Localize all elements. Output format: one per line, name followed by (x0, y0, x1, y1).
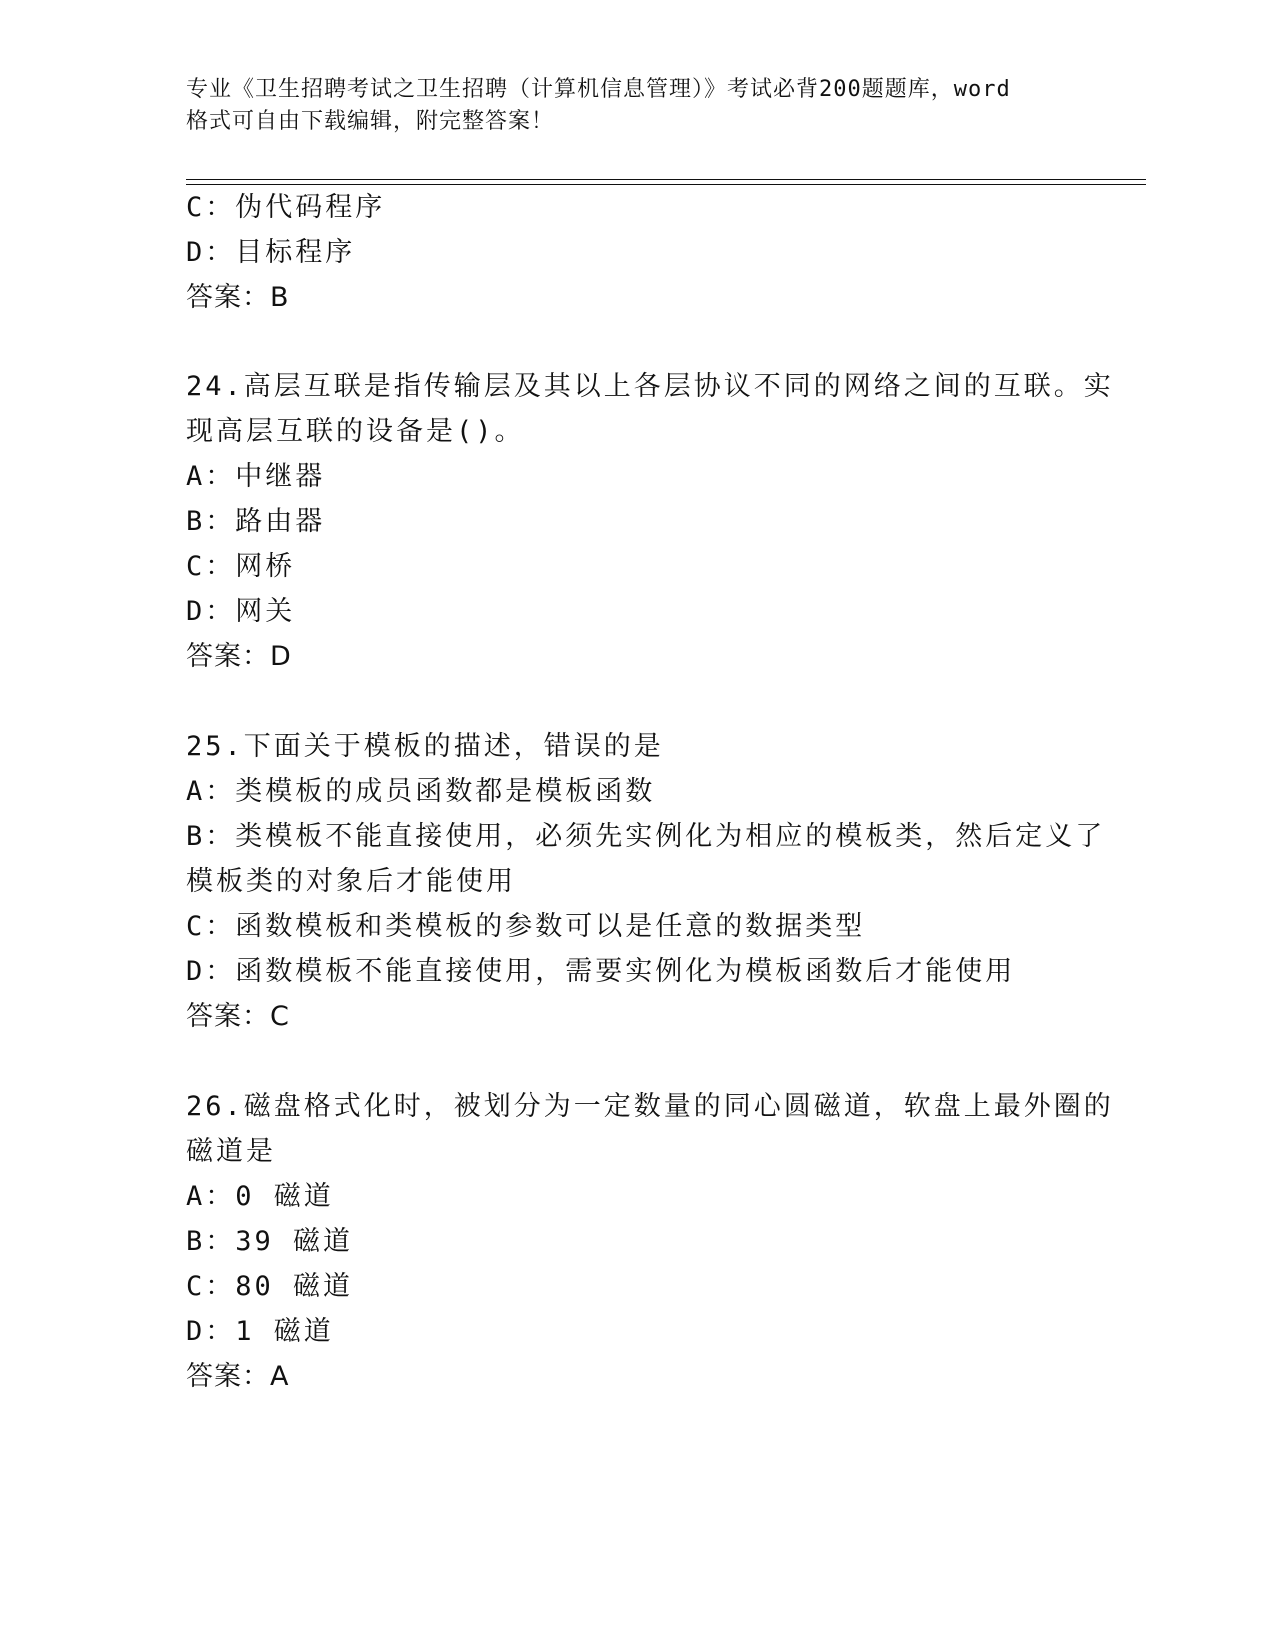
q23-option-d: D：目标程序 (186, 237, 356, 268)
header-divider-bottom (186, 184, 1146, 185)
q26-stem-line-2: 磁道是 (186, 1136, 276, 1167)
header-divider-top (186, 179, 1146, 180)
q25-option-b-line-1: B：类模板不能直接使用，必须先实例化为相应的模板类，然后定义了 (186, 821, 1106, 852)
q24-option-d: D：网关 (186, 596, 296, 627)
q25-option-c: C：函数模板和类模板的参数可以是任意的数据类型 (186, 911, 866, 942)
q25-option-b-line-2: 模板类的对象后才能使用 (186, 866, 516, 897)
q23-answer: 答案：B (186, 282, 290, 313)
q24-stem-line-2: 现高层互联的设备是()。 (186, 416, 525, 447)
header-line-1: 专业《卫生招聘考试之卫生招聘（计算机信息管理）》考试必背200题题库，word (186, 77, 1011, 102)
q24-option-b: B：路由器 (186, 506, 326, 537)
q25-answer: 答案：C (186, 1001, 290, 1032)
q25-stem: 25.下面关于模板的描述，错误的是 (186, 731, 664, 762)
document-header (186, 74, 1086, 138)
q24-stem-line-1: 24.高层互联是指传输层及其以上各层协议不同的网络之间的互联。实 (186, 371, 1114, 402)
q26-option-c: C：80 磁道 (186, 1271, 354, 1302)
q26-option-b: B：39 磁道 (186, 1226, 354, 1257)
q24-answer: 答案：D (186, 641, 292, 672)
q26-option-a: A：0 磁道 (186, 1181, 334, 1212)
q25-option-d: D：函数模板不能直接使用，需要实例化为模板函数后才能使用 (186, 956, 1016, 987)
q23-option-c: C：伪代码程序 (186, 192, 386, 223)
q26-stem-line-1: 26.磁盘格式化时，被划分为一定数量的同心圆磁道，软盘上最外圈的 (186, 1091, 1114, 1122)
q24-option-a: A：中继器 (186, 461, 326, 492)
header-line-2: 格式可自由下载编辑，附完整答案！ (186, 109, 555, 134)
q25-option-a: A：类模板的成员函数都是模板函数 (186, 776, 656, 807)
q24-option-c: C：网桥 (186, 551, 296, 582)
q26-answer: 答案：A (186, 1361, 290, 1392)
q26-option-d: D：1 磁道 (186, 1316, 334, 1347)
